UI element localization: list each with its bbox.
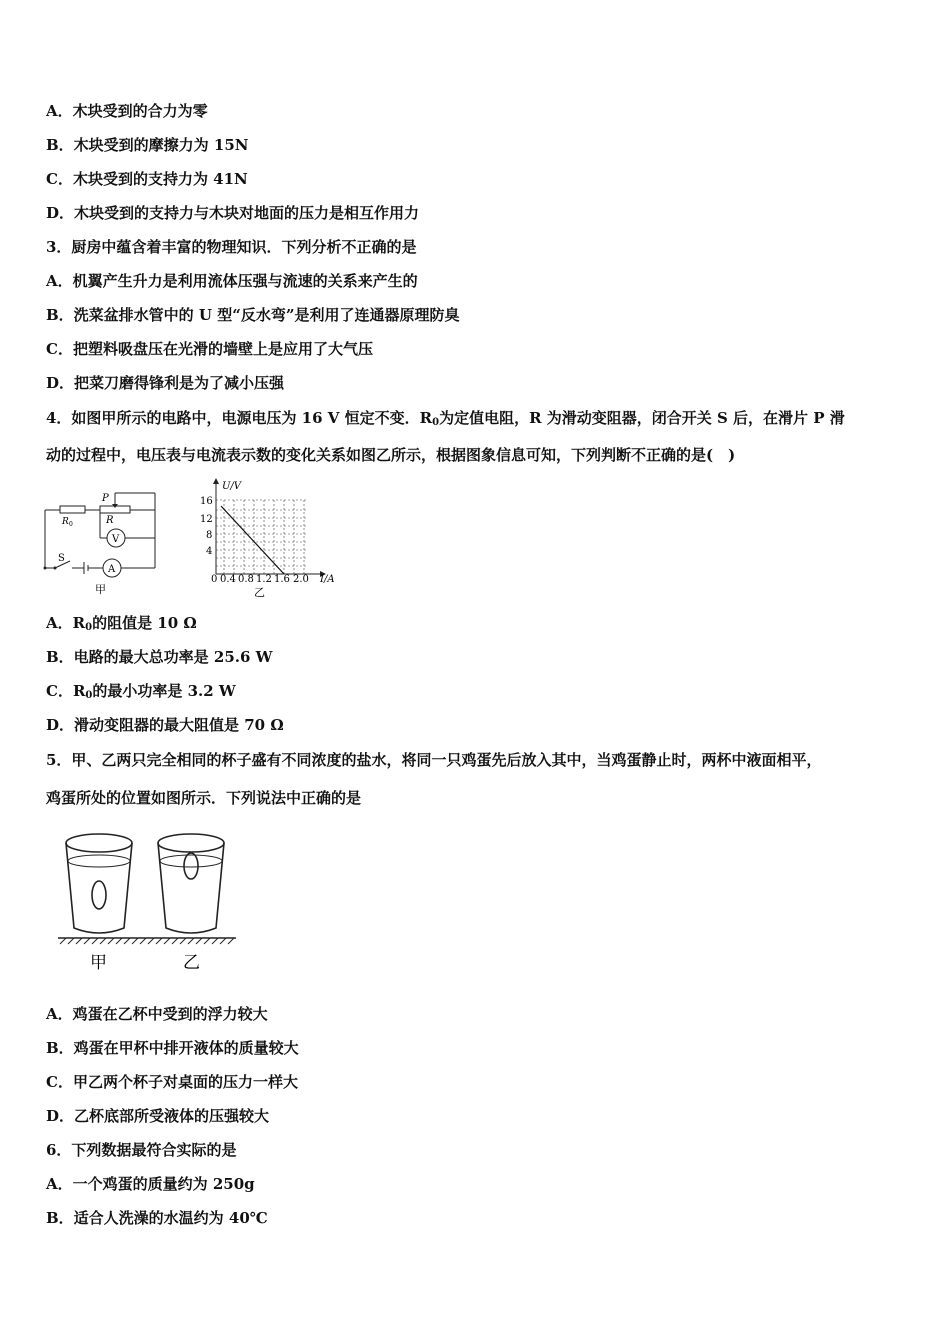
label-v: V <box>112 534 120 545</box>
q2-option-c: C．木块受到的支持力为 41N <box>46 170 248 188</box>
q4-option-a-pre: A．R <box>46 614 86 632</box>
circuit-diagram <box>40 488 170 598</box>
cups-figure <box>56 828 246 976</box>
graph-grid <box>216 500 306 574</box>
label-p: P <box>102 493 109 504</box>
q4-option-c <box>46 681 236 706</box>
uv-graph <box>196 476 356 602</box>
table-hatch <box>60 938 234 944</box>
x-label: I/A <box>320 574 335 585</box>
q4-stem-line1 <box>46 408 845 433</box>
q6-option-b: B．适合人洗澡的水温约为 40℃ <box>46 1209 268 1227</box>
circuit-caption: 甲 <box>95 583 106 596</box>
cup-yi <box>158 834 224 933</box>
q3-option-b: B．洗菜盆排水管中的 U 型“反水弯”是利用了连通器原理防臭 <box>46 306 460 324</box>
q2-option-b: B．木块受到的摩擦力为 15N <box>46 136 249 154</box>
q4-option-d: D．滑动变阻器的最大阻值是 70 Ω <box>46 716 284 734</box>
label-r0: R <box>62 517 69 527</box>
label-r0-sub: 0 <box>69 521 73 528</box>
label-s: S <box>58 553 65 564</box>
egg-yi <box>184 853 198 879</box>
q3-option-c: C．把塑料吸盘压在光滑的墙壁上是应用了大气压 <box>46 340 373 358</box>
egg-jia <box>92 881 106 909</box>
q4-stem-sub: 0 <box>432 417 440 428</box>
x-tick-1-2: 1.2 <box>256 574 272 585</box>
q5-stem-line2: 鸡蛋所处的位置如图所示．下列说法中正确的是 <box>46 789 362 807</box>
q4-option-a-sub: 0 <box>85 622 93 633</box>
x-tick-2-0: 2.0 <box>293 574 309 585</box>
q3-stem: 3．厨房中蕴含着丰富的物理知识．下列分析不正确的是 <box>46 238 417 256</box>
q5-option-a: A．鸡蛋在乙杯中受到的浮力较大 <box>46 1005 268 1023</box>
q4-option-c-sub: 0 <box>85 690 93 701</box>
cup-label-jia: 甲 <box>90 953 107 973</box>
y-tick-4: 4 <box>206 546 213 557</box>
graph-caption: 乙 <box>254 586 265 599</box>
x-tick-0-4: 0.4 <box>220 574 236 585</box>
y-tick-16: 16 <box>200 496 213 507</box>
q4-stem-line1-a: 4．如图甲所示的电路中，电源电压为 16 V 恒定不变．R <box>46 409 433 427</box>
cup-label-yi: 乙 <box>183 953 200 973</box>
q4-option-a <box>46 613 197 638</box>
q2-option-d: D．木块受到的支持力与木块对地面的压力是相互作用力 <box>46 204 420 222</box>
q6-stem: 6．下列数据最符合实际的是 <box>46 1141 237 1159</box>
x-tick-0: 0 <box>211 574 218 585</box>
q6-option-a: A．一个鸡蛋的质量约为 250g <box>46 1175 255 1193</box>
graph-svg <box>196 476 356 602</box>
q2-option-a: A．木块受到的合力为零 <box>46 102 208 120</box>
q5-option-d: D．乙杯底部所受液体的压强较大 <box>46 1107 270 1125</box>
q4-option-a-post: 的阻值是 10 Ω <box>92 614 197 632</box>
label-r: R <box>106 515 114 526</box>
q3-option-d: D．把菜刀磨得锋利是为了减小压强 <box>46 374 285 392</box>
cup-jia <box>66 834 132 933</box>
x-tick-0-8: 0.8 <box>238 574 254 585</box>
y-label: U/V <box>222 481 242 492</box>
label-a: A <box>108 564 116 575</box>
q4-option-c-post: 的最小功率是 3.2 W <box>92 682 236 700</box>
q4-option-b: B．电路的最大总功率是 25.6 W <box>46 648 273 666</box>
x-tick-1-6: 1.6 <box>274 574 290 585</box>
uv-line <box>221 506 284 574</box>
q5-option-c: C．甲乙两个杯子对桌面的压力一样大 <box>46 1073 298 1091</box>
q5-option-b: B．鸡蛋在甲杯中排开液体的质量较大 <box>46 1039 299 1057</box>
q3-option-a: A．机翼产生升力是利用流体压强与流速的关系来产生的 <box>46 272 418 290</box>
y-tick-12: 12 <box>200 514 213 525</box>
q4-option-c-pre: C．R <box>46 682 86 700</box>
q4-stem-line1-b: 为定值电阻，R 为滑动变阻器，闭合开关 S 后，在滑片 P 滑 <box>439 409 845 427</box>
q4-stem-line2: 动的过程中，电压表与电流表示数的变化关系如图乙所示，根据图象信息可知，下列判断不正确的是( ) <box>46 446 736 464</box>
y-tick-8: 8 <box>206 530 213 541</box>
q5-stem-line1: 5．甲、乙两只完全相同的杯子盛有不同浓度的盐水，将同一只鸡蛋先后放入其中，当鸡蛋静止时，两杯中液面相平， <box>46 751 822 769</box>
cups-svg <box>56 828 246 976</box>
y-axis-arrow <box>213 478 219 484</box>
circuit-svg <box>40 488 170 598</box>
